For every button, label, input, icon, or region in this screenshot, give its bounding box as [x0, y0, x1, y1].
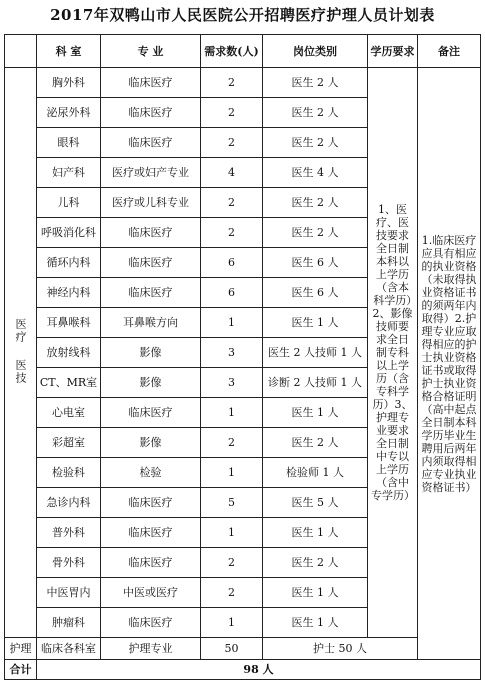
post-cell: 医生 6 人 — [263, 248, 368, 278]
post-cell: 医生 1 人 — [263, 578, 368, 608]
header-education: 学历要求 — [368, 35, 418, 68]
nursing-num-cell: 50 — [201, 638, 263, 660]
dept-cell: 呼吸消化科 — [37, 218, 101, 248]
num-cell: 1 — [201, 308, 263, 338]
category-medical-label: 医疗 医技 — [14, 317, 27, 385]
major-cell: 临床医疗 — [101, 68, 201, 98]
post-cell: 医生 2 人 — [263, 428, 368, 458]
post-cell: 医生 4 人 — [263, 158, 368, 188]
num-cell: 2 — [201, 428, 263, 458]
header-dept: 科 室 — [37, 35, 101, 68]
num-cell: 1 — [201, 608, 263, 638]
num-cell: 6 — [201, 248, 263, 278]
nursing-post-cell: 护士 50 人 — [263, 638, 418, 660]
major-cell: 临床医疗 — [101, 488, 201, 518]
nursing-major-cell: 护理专业 — [101, 638, 201, 660]
dept-cell: 泌尿外科 — [37, 98, 101, 128]
major-cell: 影像 — [101, 338, 201, 368]
post-cell: 医生 2 人 — [263, 218, 368, 248]
num-cell: 2 — [201, 218, 263, 248]
post-cell: 医生 2 人 — [263, 188, 368, 218]
major-cell: 临床医疗 — [101, 518, 201, 548]
major-cell: 医疗或妇产专业 — [101, 158, 201, 188]
header-major: 专 业 — [101, 35, 201, 68]
num-cell: 1 — [201, 518, 263, 548]
dept-cell: CT、MR室 — [37, 368, 101, 398]
category-medical-cell — [5, 68, 37, 638]
dept-cell: 放射线科 — [37, 338, 101, 368]
post-cell: 医生 5 人 — [263, 488, 368, 518]
header-num: 需求数(人) — [201, 35, 263, 68]
table-row — [5, 68, 481, 98]
dept-cell: 循环内科 — [37, 248, 101, 278]
dept-cell: 骨外科 — [37, 548, 101, 578]
post-cell: 医生 1 人 — [263, 518, 368, 548]
dept-cell: 彩超室 — [37, 428, 101, 458]
dept-cell: 神经内科 — [37, 278, 101, 308]
dept-cell: 儿科 — [37, 188, 101, 218]
major-cell: 临床医疗 — [101, 98, 201, 128]
dept-cell: 中医胃内 — [37, 578, 101, 608]
num-cell: 2 — [201, 98, 263, 128]
education-requirement-cell: 1、医疗、医技要求全日制本科以上学历（含本科学历）2、影像技师要求全日制专科以上学历（含专科学历）3、护理专业要求全日制中专以上学历（含中专学历） — [368, 68, 418, 638]
post-cell: 检验师 1 人 — [263, 458, 368, 488]
major-cell: 临床医疗 — [101, 218, 201, 248]
dept-cell: 急诊内科 — [37, 488, 101, 518]
dept-cell: 妇产科 — [37, 158, 101, 188]
total-value-cell: 98 人 — [37, 660, 481, 680]
num-cell: 2 — [201, 188, 263, 218]
num-cell: 3 — [201, 368, 263, 398]
major-cell: 中医或医疗 — [101, 578, 201, 608]
num-cell: 2 — [201, 68, 263, 98]
num-cell: 1 — [201, 458, 263, 488]
post-cell: 医生 6 人 — [263, 278, 368, 308]
dept-cell: 胸外科 — [37, 68, 101, 98]
post-cell: 医生 2 人 — [263, 548, 368, 578]
nursing-category-cell: 护理 — [5, 638, 37, 660]
total-label-cell: 合计 — [5, 660, 37, 680]
major-cell: 临床医疗 — [101, 398, 201, 428]
major-cell: 耳鼻喉方向 — [101, 308, 201, 338]
post-cell: 医生 1 人 — [263, 608, 368, 638]
num-cell: 2 — [201, 128, 263, 158]
num-cell: 4 — [201, 158, 263, 188]
post-cell: 医生 2 人技师 1 人 — [263, 338, 368, 368]
dept-cell: 检验科 — [37, 458, 101, 488]
major-cell: 检验 — [101, 458, 201, 488]
post-cell: 医生 1 人 — [263, 398, 368, 428]
dept-cell: 眼科 — [37, 128, 101, 158]
dept-cell: 肿瘤科 — [37, 608, 101, 638]
post-cell: 医生 2 人 — [263, 128, 368, 158]
nursing-dept-cell: 临床各科室 — [37, 638, 101, 660]
header-post: 岗位类别 — [263, 35, 368, 68]
num-cell: 3 — [201, 338, 263, 368]
num-cell: 1 — [201, 398, 263, 428]
major-cell: 医疗或儿科专业 — [101, 188, 201, 218]
major-cell: 临床医疗 — [101, 608, 201, 638]
total-row — [5, 660, 481, 680]
major-cell: 临床医疗 — [101, 248, 201, 278]
nursing-row — [5, 638, 481, 660]
recruitment-plan-table — [4, 34, 481, 680]
post-cell: 诊断 2 人技师 1 人 — [263, 368, 368, 398]
major-cell: 影像 — [101, 428, 201, 458]
post-cell: 医生 2 人 — [263, 68, 368, 98]
num-cell: 2 — [201, 578, 263, 608]
header-row — [5, 35, 481, 68]
major-cell: 影像 — [101, 368, 201, 398]
header-category — [5, 35, 37, 68]
major-cell: 临床医疗 — [101, 128, 201, 158]
dept-cell: 心电室 — [37, 398, 101, 428]
page-title: 2017年双鸭山市人民医院公开招聘医疗护理人员计划表 — [50, 6, 435, 24]
dept-cell: 耳鼻喉科 — [37, 308, 101, 338]
post-cell: 医生 1 人 — [263, 308, 368, 338]
header-remarks: 备注 — [418, 35, 481, 68]
post-cell: 医生 2 人 — [263, 98, 368, 128]
num-cell: 2 — [201, 548, 263, 578]
remarks-cell: 1.临床医疗应具有相应的执业资格（未取得执业资格证书的须两年内取得）2.护理专业应取得相应的护士执业资格证书或取得护士执业资格合格证明（高中起点全日制本科学历毕业生聘用后两年内须取得相应专业执业资格证书） — [418, 68, 481, 660]
dept-cell: 普外科 — [37, 518, 101, 548]
major-cell: 临床医疗 — [101, 278, 201, 308]
num-cell: 5 — [201, 488, 263, 518]
major-cell: 临床医疗 — [101, 548, 201, 578]
num-cell: 6 — [201, 278, 263, 308]
